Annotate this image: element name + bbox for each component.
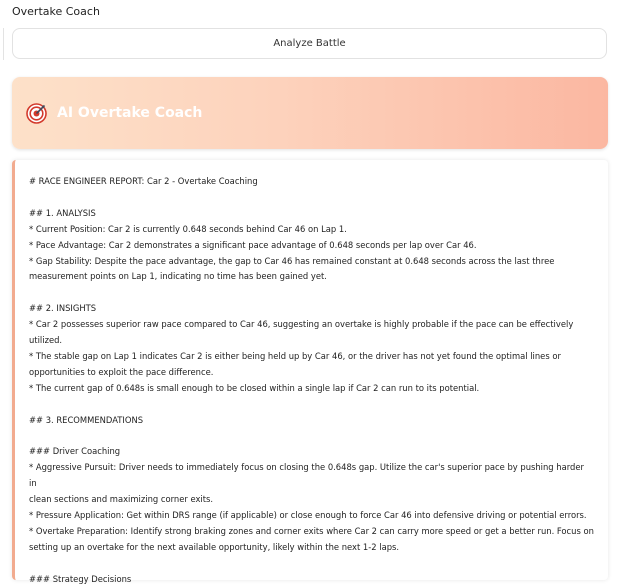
coach-report-panel [12,160,608,584]
report-line: ## 1. ANALYSIS [29,207,96,218]
report-line [29,397,594,413]
report-line: clean sections and maximizing corner exits. [29,494,214,505]
analyze-battle-button[interactable]: Analyze Battle [12,28,607,59]
hero-title: AI Overtake Coach [57,105,203,121]
report-line: # RACE ENGINEER REPORT: Car 2 - Overtake Coaching [29,176,258,186]
report-line: ## 2. INSIGHTS [29,303,97,314]
report-line: setting up an overtake for the next available opportunity, likely within the next 1-2 laps. [29,541,400,552]
left-edge-divider [0,28,4,60]
report-line: * Overtake Preparation: Identify strong braking zones and corner exits where Car 2 can carry more speed or get a better run. Focus on [29,525,594,536]
report-line: * Current Position: Car 2 is currently 0.648 seconds behind Car 46 on Lap 1. [29,223,347,234]
report-line: * Gap Stability: Despite the pace advantage, the gap to Car 46 has remained constant at 0.648 seconds across the last three [29,255,555,266]
report-line: * The current gap of 0.648s is small enough to be closed within a single lap if Car 2 can run to its potential. [29,382,480,393]
report-line [29,556,594,572]
report-line: * Car 2 possesses superior raw pace compared to Car 46, suggesting an overtake is highly probable if the pace can be effectively [29,319,574,330]
report-line: * Pace Advantage: Car 2 demonstrates a significant pace advantage of 0.648 seconds per lap over Car 46. [29,239,477,250]
page-title: Overtake Coach [12,5,100,18]
report-line [29,190,594,206]
report-line: * Aggressive Pursuit: Driver needs to immediately focus on closing the 0.648s gap. Utilize the car's superior pace by pushing harder in [29,462,587,489]
report-line: * The stable gap on Lap 1 indicates Car 2 is either being held up by Car 46, or the driver has not yet found the optimal lines or [29,350,561,361]
report-line [29,285,594,301]
target-icon [26,103,47,124]
report-line: * Pressure Application: Get within DRS range (if applicable) or close enough to force Car 46 into defensive driving or potential errors. [29,509,587,520]
report-line: measurement points on Lap 1, indicating no time has been gained yet. [29,271,327,282]
report-line: opportunities to exploit the pace difference. [29,366,214,377]
report-line [29,428,594,444]
report-line: ### Strategy Decisions [29,573,132,584]
report-line: ### Driver Coaching [29,446,121,457]
report-line: utilized. [29,335,63,346]
report-line: ## 3. RECOMMENDATIONS [29,414,144,425]
hero-banner [12,77,608,149]
